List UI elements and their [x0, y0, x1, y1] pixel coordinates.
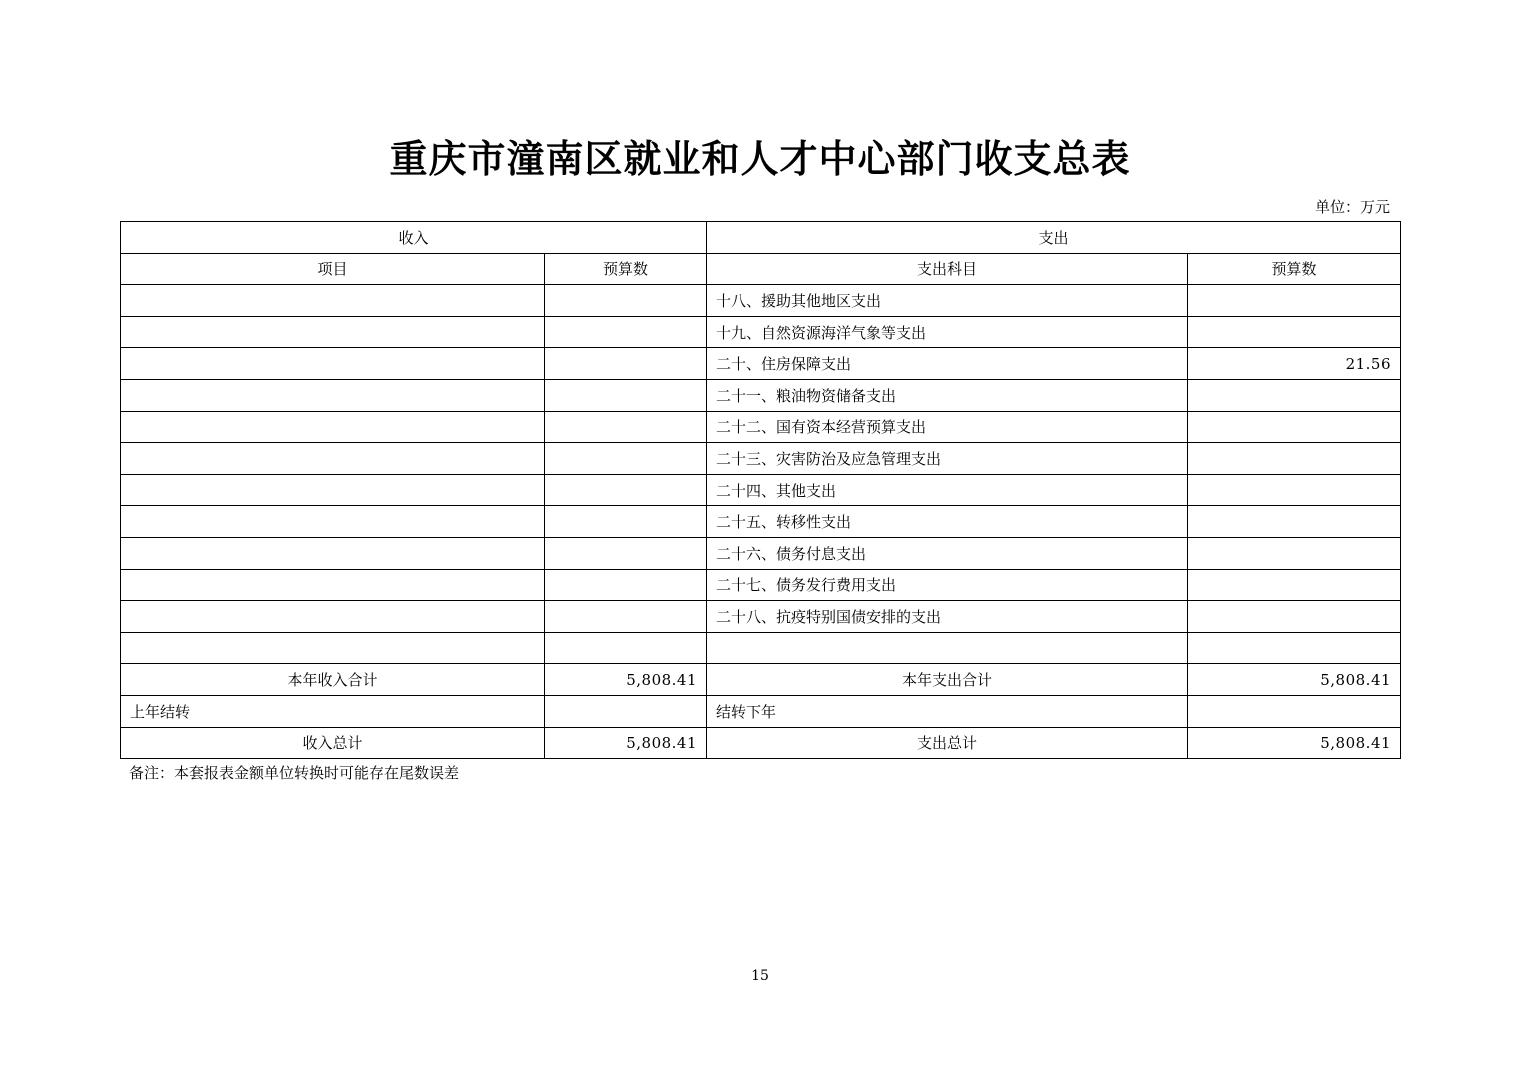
expense-budget-cell: [1188, 506, 1401, 538]
income-item-cell: [121, 601, 545, 633]
income-item-cell: [121, 474, 545, 506]
expense-budget-cell: [1188, 632, 1401, 664]
year-expense-total-label: 本年支出合计: [707, 664, 1188, 696]
table-row: [121, 348, 1401, 380]
carry-out-value: [1188, 695, 1401, 727]
income-item-cell: [121, 443, 545, 475]
income-item-cell: [121, 569, 545, 601]
income-item-cell: [121, 632, 545, 664]
table-row: [121, 316, 1401, 348]
table-column-header-row: [121, 253, 1401, 285]
income-item-cell: [121, 411, 545, 443]
expense-item-cell: [707, 632, 1188, 664]
unit-label: 单位：万元: [1314, 198, 1390, 216]
expense-group-header: 支出: [707, 222, 1401, 254]
income-group-header: 收入: [121, 222, 707, 254]
income-item-cell: [121, 506, 545, 538]
expense-budget-cell: [1188, 569, 1401, 601]
expense-budget-cell: [1188, 379, 1401, 411]
year-expense-total-value: 5,808.41: [1188, 664, 1401, 696]
table-row: [121, 474, 1401, 506]
income-budget-cell: [545, 411, 707, 443]
income-budget-cell: [545, 443, 707, 475]
expense-item-cell: 二十、住房保障支出: [707, 348, 1188, 380]
income-item-cell: [121, 285, 545, 317]
income-item-cell: [121, 348, 545, 380]
table-row: [121, 443, 1401, 475]
table-group-header-row: [121, 222, 1401, 254]
table-row: [121, 537, 1401, 569]
income-item-header: 项目: [121, 253, 545, 285]
income-item-cell: [121, 537, 545, 569]
table-row: [121, 506, 1401, 538]
expense-item-cell: 二十一、粮油物资储备支出: [707, 379, 1188, 411]
expense-item-cell: 十八、援助其他地区支出: [707, 285, 1188, 317]
income-budget-header: 预算数: [545, 253, 707, 285]
expense-item-cell: 二十四、其他支出: [707, 474, 1188, 506]
table-row: [121, 569, 1401, 601]
budget-summary-table: [120, 221, 1401, 759]
income-item-cell: [121, 316, 545, 348]
total-expense-value: 5,808.41: [1188, 727, 1401, 759]
income-budget-cell: [545, 348, 707, 380]
expense-budget-cell: [1188, 411, 1401, 443]
carryover-row: [121, 695, 1401, 727]
table-row: [121, 285, 1401, 317]
year-total-row: [121, 664, 1401, 696]
table-row: [121, 379, 1401, 411]
income-budget-cell: [545, 537, 707, 569]
expense-item-cell: 二十八、抗疫特别国债安排的支出: [707, 601, 1188, 633]
income-budget-cell: [545, 569, 707, 601]
income-item-cell: [121, 379, 545, 411]
footnote: 备注：本套报表金额单位转换时可能存在尾数误差: [129, 764, 460, 782]
income-budget-cell: [545, 506, 707, 538]
carry-out-label: 结转下年: [707, 695, 1188, 727]
total-income-label: 收入总计: [121, 727, 545, 759]
income-budget-cell: [545, 379, 707, 411]
table-row: [121, 411, 1401, 443]
total-expense-label: 支出总计: [707, 727, 1188, 759]
income-budget-cell: [545, 632, 707, 664]
expense-item-cell: 二十五、转移性支出: [707, 506, 1188, 538]
document-title: 重庆市潼南区就业和人才中心部门收支总表: [389, 136, 1131, 181]
table-body: [121, 285, 1401, 759]
expense-budget-cell: [1188, 601, 1401, 633]
expense-item-cell: 二十六、债务付息支出: [707, 537, 1188, 569]
expense-budget-cell: [1188, 443, 1401, 475]
expense-item-header: 支出科目: [707, 253, 1188, 285]
income-budget-cell: [545, 474, 707, 506]
table-row: [121, 632, 1401, 664]
income-budget-cell: [545, 285, 707, 317]
expense-item-cell: 二十三、灾害防治及应急管理支出: [707, 443, 1188, 475]
expense-budget-cell: [1188, 316, 1401, 348]
total-income-value: 5,808.41: [545, 727, 707, 759]
page-number: 15: [751, 968, 769, 984]
income-budget-cell: [545, 601, 707, 633]
expense-item-cell: 二十二、国有资本经营预算支出: [707, 411, 1188, 443]
year-income-total-value: 5,808.41: [545, 664, 707, 696]
expense-budget-cell: [1188, 474, 1401, 506]
carry-in-label: 上年结转: [121, 695, 545, 727]
income-budget-cell: [545, 316, 707, 348]
expense-budget-cell: [1188, 537, 1401, 569]
expense-item-cell: 十九、自然资源海洋气象等支出: [707, 316, 1188, 348]
table-row: [121, 601, 1401, 633]
year-income-total-label: 本年收入合计: [121, 664, 545, 696]
grand-total-row: [121, 727, 1401, 759]
expense-budget-cell: 21.56: [1188, 348, 1401, 380]
expense-item-cell: 二十七、债务发行费用支出: [707, 569, 1188, 601]
expense-budget-cell: [1188, 285, 1401, 317]
carry-in-value: [545, 695, 707, 727]
expense-budget-header: 预算数: [1188, 253, 1401, 285]
